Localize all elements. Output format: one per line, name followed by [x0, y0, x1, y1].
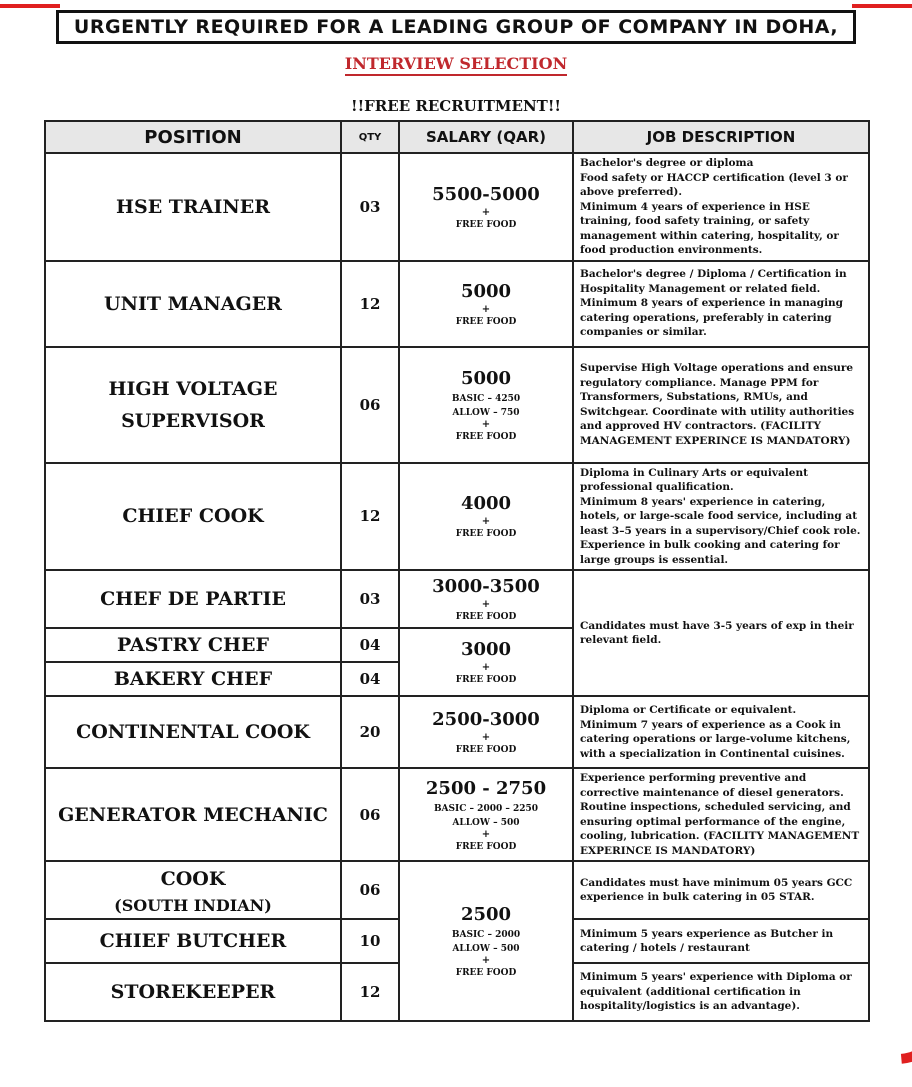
- header-position: POSITION: [45, 121, 341, 153]
- salary-cell: [399, 463, 573, 571]
- table-row: [45, 570, 869, 628]
- position-cell: CONTINENTAL COOK: [45, 696, 341, 768]
- position-cell: CHIEF BUTCHER: [45, 919, 341, 963]
- qty-cell: 12: [341, 261, 399, 347]
- allowance: ALLOW – 750: [452, 407, 520, 418]
- salary-cell: [399, 861, 573, 1021]
- position-cell: BAKERY CHEF: [45, 662, 341, 696]
- free-recruitment-label: !!FREE RECRUITMENT!!: [350, 97, 561, 115]
- salary-amount: 5000: [460, 367, 512, 389]
- basic-salary: BASIC – 2000 – 2250: [433, 803, 539, 814]
- plus-sign: +: [481, 662, 491, 673]
- plus-sign: +: [481, 303, 491, 315]
- decorative-red-line-right: [852, 4, 912, 8]
- free-food-label: FREE FOOD: [455, 431, 517, 442]
- position-cell: GENERATOR MECHANIC: [45, 768, 341, 861]
- free-food-label: FREE FOOD: [455, 316, 517, 327]
- qty-cell: 12: [341, 463, 399, 571]
- salary-cell: [399, 696, 573, 768]
- description-cell: [573, 463, 869, 571]
- plus-sign: +: [481, 955, 491, 966]
- description-cell: [573, 153, 869, 261]
- positions-table: [44, 120, 870, 1022]
- table-row: [45, 768, 869, 861]
- headline: URGENTLY REQUIRED FOR A LEADING GROUP OF COMPANY IN DOHA,: [56, 10, 856, 44]
- position-cell: CHIEF COOK: [45, 463, 341, 571]
- position-cell: STOREKEEPER: [45, 963, 341, 1021]
- description-text: Minimum 5 years' experience with Diploma or equivalent (additional certification in hospitality/logistics is an advantage).: [580, 971, 852, 1013]
- allowance: ALLOW – 500: [452, 944, 520, 954]
- description-cell: [573, 696, 869, 768]
- description-cell: [573, 861, 869, 919]
- free-food-label: FREE FOOD: [455, 219, 517, 230]
- position-cell: [45, 347, 341, 463]
- description-cell: [573, 768, 869, 861]
- plus-sign: +: [481, 516, 491, 528]
- position-line-2: (SOUTH INDIAN): [114, 896, 272, 915]
- qty-cell: 20: [341, 696, 399, 768]
- salary-cell: [399, 570, 573, 628]
- free-food-label: FREE FOOD: [455, 529, 517, 540]
- salary-amount: 3000-3500: [432, 576, 540, 597]
- header-salary: SALARY (QAR): [399, 121, 573, 153]
- salary-cell: [399, 261, 573, 347]
- qty-cell: 06: [341, 347, 399, 463]
- free-food-label: FREE FOOD: [455, 612, 517, 622]
- qty-cell: 04: [341, 628, 399, 662]
- plus-sign: +: [481, 206, 491, 218]
- position-line-2: SUPERVISOR: [121, 409, 265, 432]
- qty-cell: 12: [341, 963, 399, 1021]
- plus-sign: +: [481, 418, 491, 430]
- table-row: [45, 153, 869, 261]
- qty-cell: 04: [341, 662, 399, 696]
- qty-cell: 06: [341, 768, 399, 861]
- qty-cell: 06: [341, 861, 399, 919]
- position-cell: [45, 861, 341, 919]
- decorative-red-line-left: [0, 4, 60, 8]
- subheadline: [0, 54, 912, 73]
- description-cell: [573, 570, 869, 696]
- description-cell: [573, 919, 869, 963]
- basic-salary: BASIC – 4250: [451, 393, 521, 404]
- salary-cell: [399, 153, 573, 261]
- allowance: ALLOW – 500: [452, 817, 520, 828]
- description-text: Candidates must have 3-5 years of exp in their relevant field.: [580, 619, 854, 646]
- description-cell: [573, 347, 869, 463]
- qty-cell: 03: [341, 570, 399, 628]
- description-text: Minimum 5 years experience as Butcher in catering / hotels / restaurant: [580, 927, 834, 954]
- table-row: [45, 861, 869, 919]
- salary-amount: 2500-3000: [432, 709, 540, 730]
- position-cell: UNIT MANAGER: [45, 261, 341, 347]
- description-text: Supervise High Voltage operations and ensure regulatory compliance. Manage PPM for Transformers, Substations, RMUs, and Switchgear. Coordinate with utility authorities and approved HV contractors. (FACILITY MANAGEMENT EXPERINCE IS MANDATORY): [580, 362, 855, 447]
- free-food-label: FREE FOOD: [455, 841, 517, 852]
- table-row: [45, 696, 869, 768]
- qty-cell: 10: [341, 919, 399, 963]
- salary-amount: 4000: [460, 493, 512, 515]
- table-header-row: [45, 121, 869, 153]
- free-food-label: FREE FOOD: [455, 968, 517, 978]
- subheadline-text: INTERVIEW SELECTION: [345, 54, 567, 76]
- description-text: Bachelor's degree / Diploma / Certification in Hospitality Management or related field. Minimum 8 years of experience in managing catering operations, preferably in catering companies or similar.: [580, 268, 847, 339]
- description-cell: [573, 963, 869, 1021]
- position-cell: PASTRY CHEF: [45, 628, 341, 662]
- description-text: Diploma or Certificate or equivalent. Minimum 7 years of experience as a Cook in catering operations or large-volume kitchens, with a specialization in Continental cuisines.: [580, 704, 851, 760]
- description-text: Bachelor's degree or diploma Food safety or HACCP certification (level 3 or above preferred). Minimum 4 years of experience in HSE training, food safety training, or safety management within catering, hospitality, or food production environments.: [580, 157, 848, 256]
- description-text: Diploma in Culinary Arts or equivalent professional qualification. Minimum 8 years' experience in catering, hotels, or large-scale food service, including at least 3–5 years in a supervisory/Chief cook role. Experience in bulk cooking and catering for large groups is essential.: [580, 466, 861, 566]
- salary-amount: 3000: [460, 639, 512, 660]
- free-food-label: FREE FOOD: [455, 675, 517, 685]
- plus-sign: +: [481, 828, 491, 840]
- position-cell: CHEF DE PARTIE: [45, 570, 341, 628]
- salary-cell: [399, 628, 573, 696]
- header-qty: QTY: [341, 121, 399, 153]
- table-row: [45, 347, 869, 463]
- salary-amount: 2500 - 2750: [425, 777, 547, 799]
- description-text: Experience performing preventive and corrective maintenance of diesel generators. Routine inspections, scheduled servicing, and ensuring optimal performance of the engine, cooling, lubrication. (FACILITY MANAGEMENT EXPERINCE IS MANDATORY): [580, 772, 860, 857]
- position-line-1: COOK: [160, 868, 226, 890]
- salary-amount: 5000: [460, 280, 512, 302]
- header-description: JOB DESCRIPTION: [573, 121, 869, 153]
- position-line-1: HIGH VOLTAGE: [108, 377, 278, 400]
- plus-sign: +: [481, 599, 491, 610]
- table-row: [45, 261, 869, 347]
- salary-cell: [399, 347, 573, 463]
- plus-sign: +: [481, 732, 491, 743]
- qty-cell: 03: [341, 153, 399, 261]
- basic-salary: BASIC – 2000: [451, 930, 521, 940]
- free-food-label: FREE FOOD: [455, 745, 517, 755]
- description-cell: [573, 261, 869, 347]
- salary-amount: 5500-5000: [432, 183, 540, 205]
- salary-amount: 2500: [460, 904, 512, 925]
- table-row: [45, 463, 869, 571]
- position-cell: HSE TRAINER: [45, 153, 341, 261]
- description-text: Candidates must have minimum 05 years GCC experience in bulk catering in 05 STAR.: [580, 876, 853, 903]
- salary-cell: [399, 768, 573, 861]
